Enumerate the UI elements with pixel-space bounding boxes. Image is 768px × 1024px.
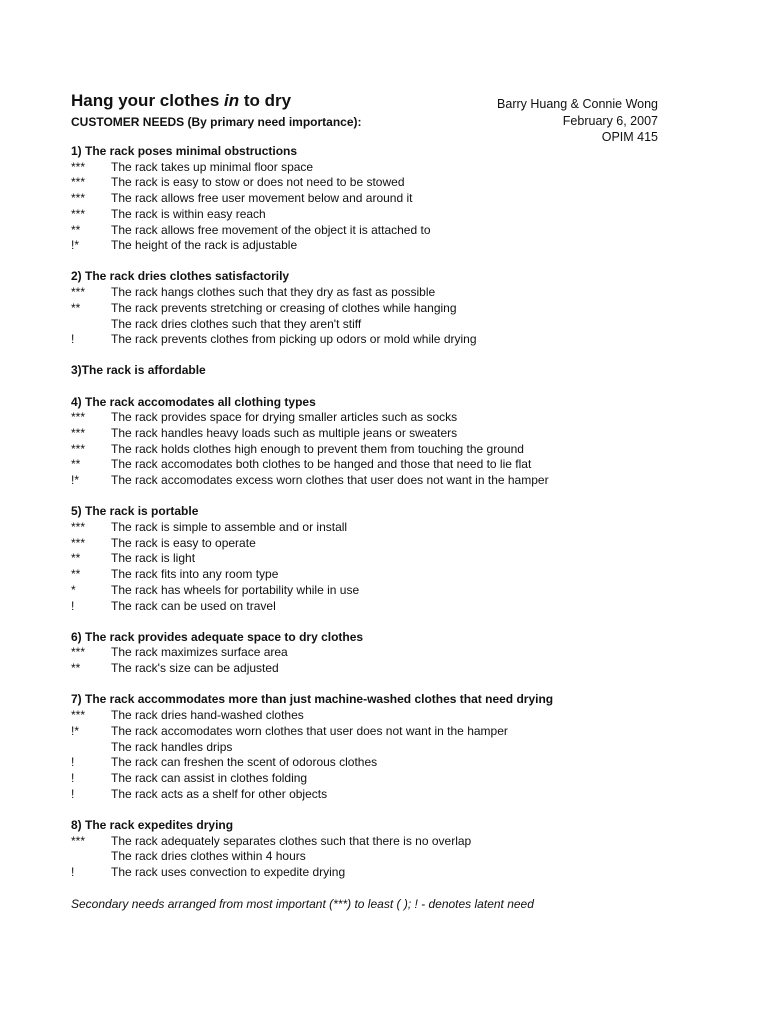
need-text: The rack can be used on travel — [111, 598, 276, 613]
importance-mark — [71, 740, 111, 756]
importance-mark: * — [71, 582, 76, 597]
need-item — [71, 834, 691, 850]
importance-mark: !* — [71, 238, 80, 253]
need-item — [71, 787, 691, 803]
need-text: The rack provides space for drying smaller articles such as socks — [111, 410, 458, 425]
need-item — [71, 301, 691, 317]
need-item — [71, 317, 691, 333]
importance-mark: !* — [71, 473, 80, 488]
need-item — [71, 740, 691, 756]
need-item — [71, 175, 691, 191]
need-item — [71, 426, 691, 442]
need-text: The rack uses convection to expedite drying — [111, 864, 346, 879]
importance-mark: ! — [71, 786, 75, 801]
importance-mark: *** — [71, 645, 86, 660]
importance-mark — [71, 317, 111, 333]
need-item — [71, 160, 691, 176]
need-section — [71, 269, 691, 348]
need-item — [71, 661, 691, 677]
need-item — [71, 207, 691, 223]
need-item — [71, 865, 691, 881]
need-text: The rack acts as a shelf for other objects — [111, 786, 328, 801]
importance-mark: *** — [71, 191, 86, 206]
need-section — [71, 144, 691, 254]
need-text: The rack accomodates worn clothes that user does not want in the hamper — [111, 723, 508, 738]
importance-mark: *** — [71, 175, 86, 190]
need-item — [71, 645, 691, 661]
need-section — [71, 630, 691, 677]
importance-mark: ** — [71, 300, 81, 315]
need-text: The rack dries clothes such that they aren't stiff — [111, 316, 362, 331]
importance-mark: *** — [71, 410, 86, 425]
need-item — [71, 551, 691, 567]
importance-mark: ! — [71, 755, 75, 770]
importance-mark: *** — [71, 708, 86, 723]
need-section — [71, 818, 691, 881]
section-title: 5) The rack is portable — [71, 504, 199, 519]
section-title: 7) The rack accommodates more than just machine-washed clothes that need drying — [71, 692, 554, 707]
need-text: The rack handles drips — [111, 739, 233, 754]
need-text: The rack accomodates excess worn clothes that user does not want in the hamper — [111, 473, 549, 488]
need-text: The rack takes up minimal floor space — [111, 159, 314, 174]
need-item — [71, 332, 691, 348]
importance-mark: ** — [71, 661, 81, 676]
author-block — [497, 96, 658, 146]
need-text: The rack allows free user movement below and around it — [111, 191, 413, 206]
need-text: The rack adequately separates clothes such that there is no overlap — [111, 833, 472, 848]
need-section — [71, 363, 691, 379]
need-item — [71, 755, 691, 771]
need-item — [71, 223, 691, 239]
importance-mark: ** — [71, 222, 81, 237]
need-section — [71, 395, 691, 489]
need-text: The rack has wheels for portability while in use — [111, 582, 360, 597]
need-text: The rack maximizes surface area — [111, 645, 288, 660]
need-text: The rack accomodates both clothes to be hanged and those that need to lie flat — [111, 457, 532, 472]
authors: Barry Huang & Connie Wong — [497, 97, 658, 111]
need-section — [71, 504, 691, 614]
need-item — [71, 724, 691, 740]
importance-mark: *** — [71, 285, 86, 300]
need-text: The rack dries clothes within 4 hours — [111, 849, 306, 864]
need-item — [71, 520, 691, 536]
need-item — [71, 567, 691, 583]
need-text: The rack fits into any room type — [111, 567, 279, 582]
need-text: The rack holds clothes high enough to prevent them from touching the ground — [111, 441, 524, 456]
need-item — [71, 849, 691, 865]
needs-list — [71, 144, 691, 896]
need-text: The rack is easy to stow or does not need to be stowed — [111, 175, 405, 190]
need-text: The rack can assist in clothes folding — [111, 770, 308, 785]
document-date: February 6, 2007 — [562, 113, 658, 128]
importance-mark: *** — [71, 159, 86, 174]
need-text: The rack is light — [111, 551, 196, 566]
need-item — [71, 191, 691, 207]
title-text-emphasis: in — [224, 91, 240, 110]
section-title: 6) The rack provides adequate space to dry clothes — [71, 629, 364, 644]
need-text: The height of the rack is adjustable — [111, 238, 298, 253]
need-item — [71, 442, 691, 458]
need-item — [71, 583, 691, 599]
footnote: Secondary needs arranged from most important (***) to least ( ); ! - denotes latent need — [71, 897, 534, 911]
need-text: The rack is within easy reach — [111, 206, 266, 221]
importance-mark: ** — [71, 457, 81, 472]
importance-mark: *** — [71, 426, 86, 441]
need-item — [71, 599, 691, 615]
importance-mark: *** — [71, 535, 86, 550]
course-code: OPIM 415 — [601, 130, 658, 144]
importance-mark: ! — [71, 770, 75, 785]
section-title: 8) The rack expedites drying — [71, 817, 234, 832]
need-text: The rack is simple to assemble and or install — [111, 520, 348, 535]
importance-mark: ** — [71, 551, 81, 566]
need-text: The rack allows free movement of the object it is attached to — [111, 222, 431, 237]
importance-mark: ! — [71, 864, 75, 879]
importance-mark: *** — [71, 833, 86, 848]
importance-mark: *** — [71, 441, 86, 456]
importance-mark: *** — [71, 206, 86, 221]
need-text: The rack hangs clothes such that they dry as fast as possible — [111, 285, 436, 300]
importance-mark: !* — [71, 723, 80, 738]
section-title: 1) The rack poses minimal obstructions — [71, 144, 298, 158]
need-item — [71, 473, 691, 489]
importance-mark: ! — [71, 332, 75, 347]
section-title: 2) The rack dries clothes satisfactorily — [71, 269, 290, 284]
need-text: The rack prevents clothes from picking up odors or mold while drying — [111, 332, 477, 347]
section-title: 3)The rack is affordable — [71, 363, 206, 378]
need-item — [71, 457, 691, 473]
section-title: 4) The rack accomodates all clothing types — [71, 394, 316, 409]
need-item — [71, 285, 691, 301]
importance-mark: ! — [71, 598, 75, 613]
need-text: The rack can freshen the scent of odorous clothes — [111, 755, 378, 770]
document-subtitle: CUSTOMER NEEDS (By primary need importance): — [71, 115, 362, 129]
need-item — [71, 238, 691, 254]
need-item — [71, 771, 691, 787]
need-text: The rack is easy to operate — [111, 535, 256, 550]
need-text: The rack's size can be adjusted — [111, 661, 279, 676]
importance-mark: ** — [71, 567, 81, 582]
title-text-start: Hang your clothes — [71, 91, 225, 110]
need-section — [71, 692, 691, 802]
importance-mark — [71, 849, 111, 865]
need-text: The rack prevents stretching or creasing of clothes while hanging — [111, 300, 457, 315]
need-text: The rack handles heavy loads such as multiple jeans or sweaters — [111, 426, 458, 441]
need-item — [71, 410, 691, 426]
need-text: The rack dries hand-washed clothes — [111, 708, 304, 723]
need-item — [71, 536, 691, 552]
importance-mark: *** — [71, 520, 86, 535]
need-item — [71, 708, 691, 724]
document-title — [71, 90, 291, 112]
title-text-end: to dry — [239, 91, 292, 110]
